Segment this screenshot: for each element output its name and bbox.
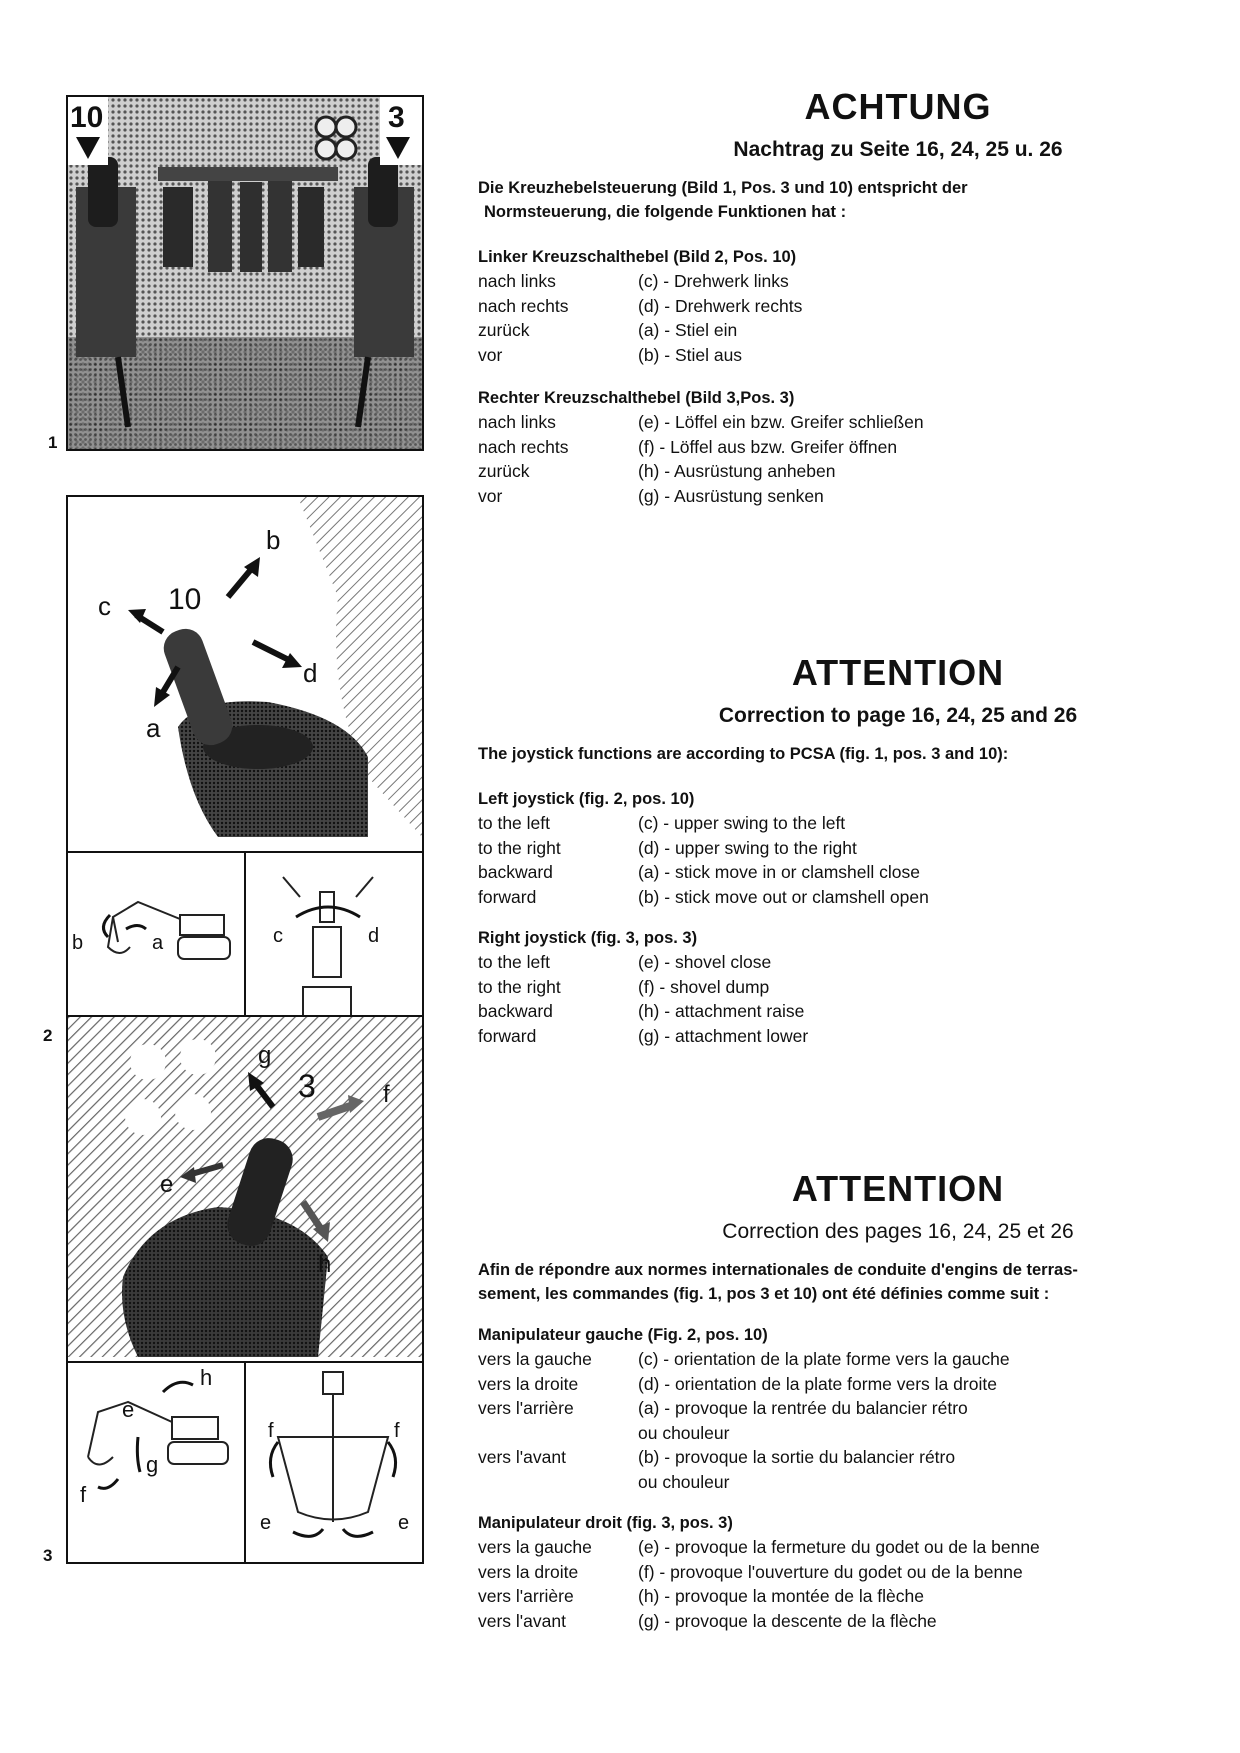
figure-2-label-d: d [303, 658, 318, 688]
figure-2-label-c: c [98, 591, 111, 621]
figure-3-side-label-f: f [80, 1482, 87, 1507]
function-description: (d) - upper swing to the right [638, 837, 857, 858]
function-description: (h) - Ausrüstung anheben [638, 461, 836, 481]
function-description: (e) - shovel close [638, 952, 772, 972]
control-row [478, 950, 1218, 975]
direction-label: to the right [478, 837, 561, 858]
direction-label: vers l'avant [478, 1447, 566, 1467]
control-row [478, 459, 1218, 484]
control-row [478, 484, 1218, 509]
german-left-heading: Linker Kreuzschalthebel (Bild 2, Pos. 10) [478, 248, 797, 266]
french-right-heading: Manipulateur droit (fig. 3, pos. 3) [478, 1514, 733, 1532]
function-description: (g) - provoque la descente de la flèche [638, 1610, 937, 1631]
direction-label: vers l'arrière [478, 1398, 574, 1418]
direction-label [478, 1421, 638, 1446]
function-description: (b) - stick move out or clamshell open [638, 886, 929, 907]
function-description: (e) - provoque la fermeture du godet ou de la benne [638, 1537, 1040, 1557]
function-description: (f) - shovel dump [638, 976, 770, 997]
figure-1-number: 1 [48, 433, 58, 452]
figure-1-marker-3: 3 [388, 101, 405, 134]
figure-3-clamshell-f-left: f [268, 1420, 274, 1442]
french-intro-line-1: Afin de répondre aux normes internationales de conduite d'engins de terras- [478, 1261, 1078, 1279]
right-joystick-illustration [68, 1017, 422, 1562]
figure-1-marker-10: 10 [70, 101, 104, 134]
direction-label: backward [478, 862, 553, 882]
figure-2-label-10: 10 [168, 583, 202, 616]
function-description: ou chouleur [638, 1422, 730, 1443]
cab-photo-illustration [68, 97, 422, 449]
german-subtitle: Nachtrag zu Seite 16, 24, 25 u. 26 [733, 138, 1063, 161]
control-row [478, 1584, 1218, 1609]
figure-1-cab-joysticks [66, 95, 424, 451]
control-row [478, 1347, 1218, 1372]
english-right-rows [478, 950, 1218, 1048]
function-description: (b) - Stiel aus [638, 344, 743, 365]
direction-label: nach links [478, 412, 556, 432]
figure-2-label-b: b [266, 525, 281, 555]
figure-3-side-label-g: g [146, 1452, 159, 1477]
french-right-rows [478, 1535, 1218, 1633]
english-title: ATTENTION [791, 652, 1005, 693]
direction-label: forward [478, 886, 537, 907]
control-row [478, 1445, 1218, 1470]
english-left-heading: Left joystick (fig. 2, pos. 10) [478, 790, 695, 808]
function-description: (c) - upper swing to the left [638, 813, 846, 833]
function-description: (d) - Drehwerk rechts [638, 295, 803, 316]
german-right-rows [478, 410, 1218, 508]
figure-3-clamshell-f-right: f [394, 1420, 400, 1442]
direction-label [478, 1470, 638, 1495]
function-description: (d) - orientation de la plate forme vers la droite [638, 1373, 997, 1394]
direction-label: vor [478, 344, 503, 365]
function-description: (a) - Stiel ein [638, 320, 738, 340]
german-intro-line-2: Normsteuerung, die folgende Funktionen hat : [484, 203, 847, 221]
direction-label: to the left [478, 813, 550, 833]
section-english [478, 652, 1218, 1048]
control-row [478, 885, 1218, 910]
control-row [478, 975, 1218, 1000]
direction-label: to the right [478, 976, 561, 997]
figure-3-label-3: 3 [298, 1068, 316, 1104]
french-intro-line-2: sement, les commandes (fig. 1, pos 3 et 10) ont été définies comme suit : [478, 1285, 1050, 1303]
direction-label: vers l'avant [478, 1610, 566, 1631]
english-right-heading: Right joystick (fig. 3, pos. 3) [478, 929, 698, 947]
function-description: (f) - Löffel aus bzw. Greifer öffnen [638, 436, 898, 457]
figure-3-clamshell-e-left: e [260, 1512, 272, 1534]
function-description: (f) - provoque l'ouverture du godet ou de la benne [638, 1561, 1023, 1582]
figure-3-side-label-e: e [122, 1397, 135, 1422]
function-description: (b) - provoque la sortie du balancier rétro [638, 1447, 956, 1467]
control-row [478, 1396, 1218, 1421]
direction-label: vers la gauche [478, 1537, 592, 1557]
german-left-rows [478, 269, 1218, 367]
figure-2-number: 2 [43, 1026, 53, 1045]
control-row [478, 1421, 1218, 1446]
english-left-rows [478, 811, 1218, 909]
function-description: (g) - attachment lower [638, 1025, 809, 1046]
control-row [478, 318, 1218, 343]
direction-label: vers la droite [478, 1373, 579, 1394]
direction-label: vor [478, 485, 503, 506]
french-title: ATTENTION [791, 1168, 1005, 1209]
function-description: (h) - attachment raise [638, 1001, 805, 1021]
german-intro-line-1: Die Kreuzhebelsteuerung (Bild 1, Pos. 3 und 10) entspricht der [478, 179, 968, 197]
german-title: ACHTUNG [804, 86, 992, 127]
control-row [478, 435, 1218, 460]
section-german [478, 86, 1218, 508]
german-intro [478, 176, 1218, 224]
clamshell-view [278, 1372, 388, 1522]
control-row [478, 294, 1218, 319]
direction-label: backward [478, 1001, 553, 1021]
figure-3-right-joystick [66, 1015, 424, 1564]
control-row [478, 269, 1218, 294]
figure-2-top-label-c: c [273, 925, 283, 947]
section-french [478, 1168, 1218, 1633]
function-description: (g) - Ausrüstung senken [638, 485, 824, 506]
french-left-rows [478, 1347, 1218, 1494]
function-description: (c) - orientation de la plate forme vers la gauche [638, 1349, 1010, 1369]
figure-2-label-a: a [146, 713, 161, 743]
control-row [478, 999, 1218, 1024]
figure-2-left-joystick [66, 495, 424, 1041]
figure-2-top-label-d: d [368, 925, 380, 947]
figure-3-label-h: h [318, 1251, 332, 1278]
direction-label: vers la droite [478, 1561, 579, 1582]
control-row [478, 1024, 1218, 1049]
french-subtitle: Correction des pages 16, 24, 25 et 26 [722, 1220, 1074, 1243]
control-row [478, 860, 1218, 885]
control-row [478, 1609, 1218, 1634]
direction-label: nach rechts [478, 295, 569, 316]
control-row [478, 836, 1218, 861]
function-description: (a) - stick move in or clamshell close [638, 862, 921, 882]
figure-3-side-label-h: h [200, 1365, 213, 1390]
control-row [478, 343, 1218, 368]
control-row [478, 1535, 1218, 1560]
direction-label: nach rechts [478, 436, 569, 457]
figure-3-label-f: f [383, 1081, 390, 1108]
direction-label: zurück [478, 461, 530, 481]
function-description: ou chouleur [638, 1471, 730, 1492]
figure-2-side-label-b: b [72, 932, 84, 954]
direction-label: nach links [478, 271, 556, 291]
excavator-top-view [283, 877, 373, 1017]
german-right-heading: Rechter Kreuzschalthebel (Bild 3,Pos. 3) [478, 389, 795, 407]
english-intro: The joystick functions are according to PCSA (fig. 1, pos. 3 and 10): [478, 745, 1009, 763]
figure-2-side-label-a: a [152, 932, 164, 954]
function-description: (c) - Drehwerk links [638, 271, 789, 291]
control-row [478, 1560, 1218, 1585]
direction-label: zurück [478, 320, 530, 340]
figure-3-number: 3 [43, 1546, 53, 1565]
direction-label: vers la gauche [478, 1349, 592, 1369]
function-description: (h) - provoque la montée de la flèche [638, 1586, 924, 1606]
control-row [478, 1372, 1218, 1397]
control-row [478, 1470, 1218, 1495]
french-intro [478, 1258, 1218, 1306]
direction-label: forward [478, 1025, 537, 1046]
figure-3-label-g: g [258, 1042, 272, 1069]
control-row [478, 410, 1218, 435]
english-subtitle: Correction to page 16, 24, 25 and 26 [718, 704, 1078, 727]
direction-label: to the left [478, 952, 550, 972]
excavator-side-view [108, 902, 230, 959]
function-description: (a) - provoque la rentrée du balancier rétro [638, 1398, 968, 1418]
left-joystick-illustration [68, 497, 422, 1039]
control-row [478, 811, 1218, 836]
function-description: (e) - Löffel ein bzw. Greifer schließen [638, 412, 924, 432]
figure-3-label-e: e [160, 1171, 174, 1198]
french-left-heading: Manipulateur gauche (Fig. 2, pos. 10) [478, 1326, 768, 1344]
direction-label: vers l'arrière [478, 1586, 574, 1606]
figure-3-clamshell-e-right: e [398, 1512, 410, 1534]
